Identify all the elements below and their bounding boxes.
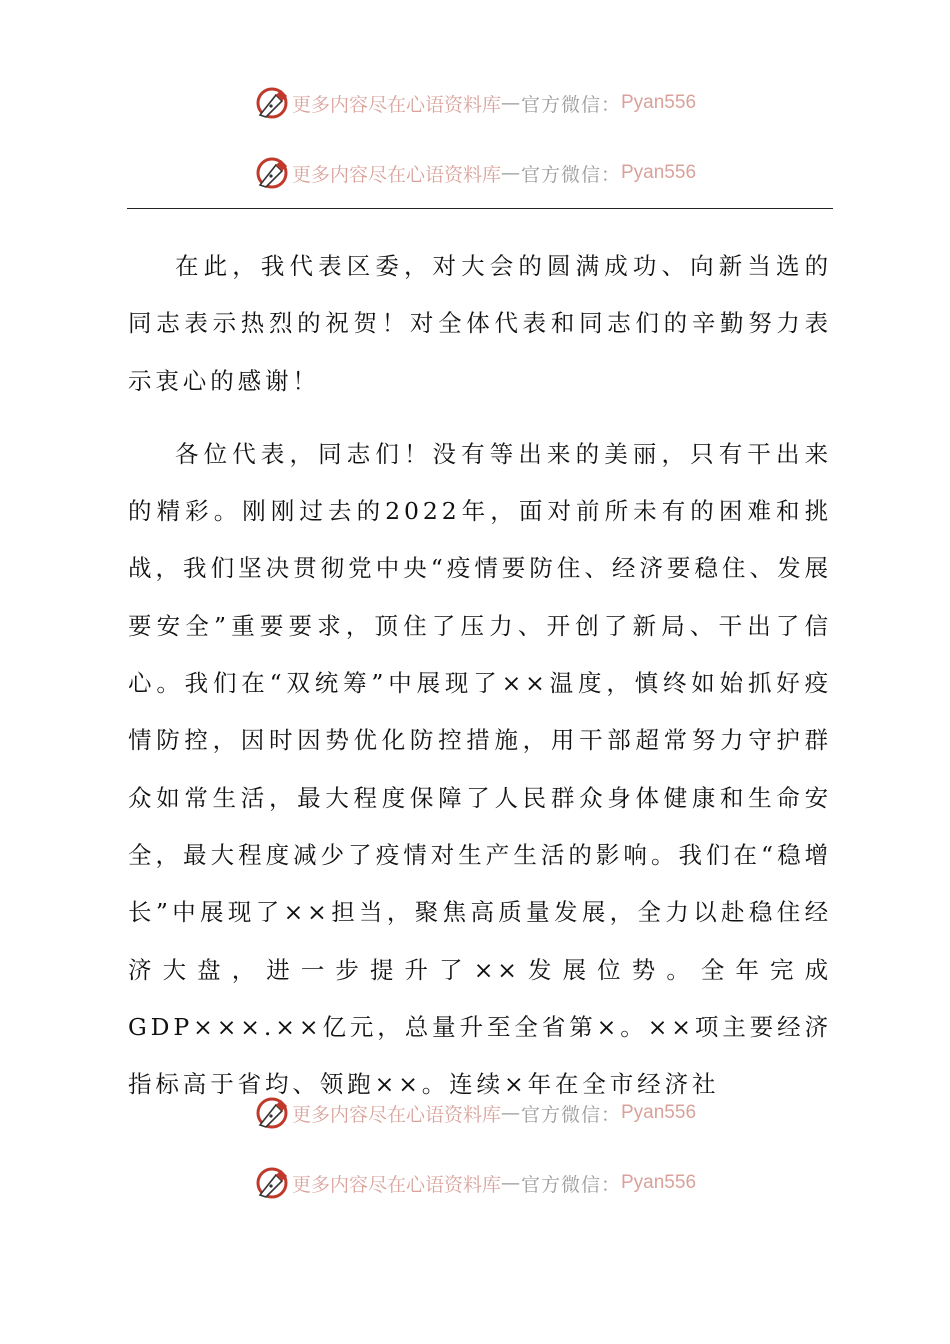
banner-dash: — <box>500 1102 521 1124</box>
watermark-banner-top-1 <box>0 81 950 125</box>
banner-main-text: 更多内容尽在心语资料库 <box>291 93 501 116</box>
pen-nib-logo-icon <box>254 85 290 121</box>
banner-wechat-id: Pyan556 <box>621 162 697 183</box>
pen-nib-logo-icon <box>254 1095 290 1131</box>
watermark-banner-bottom-2 <box>0 1161 950 1205</box>
pen-nib-logo-icon <box>254 155 290 191</box>
banner-dash: — <box>500 1172 521 1194</box>
banner-main-text: 更多内容尽在心语资料库 <box>291 1173 501 1196</box>
banner-wechat-id: Pyan556 <box>621 1102 697 1123</box>
banner-sub-text: 官方微信： <box>520 163 621 186</box>
banner-wechat-id: Pyan556 <box>621 92 697 113</box>
banner-sub-text: 官方微信： <box>520 1103 621 1126</box>
banner-sub-text: 官方微信： <box>520 1173 621 1196</box>
banner-main-text: 更多内容尽在心语资料库 <box>291 1103 501 1126</box>
banner-wechat-id: Pyan556 <box>621 1172 697 1193</box>
document-body <box>128 238 832 1129</box>
header-divider <box>127 208 833 209</box>
watermark-banner-top-2 <box>0 151 950 195</box>
body-paragraph: 在此，我代表区委，对大会的圆满成功、向新当选的同志表示热烈的祝贺！对全体代表和同志们的辛勤努力表示衷心的感谢！ <box>128 252 832 395</box>
banner-dash: — <box>500 92 521 114</box>
pen-nib-logo-icon <box>254 1165 290 1201</box>
banner-main-text: 更多内容尽在心语资料库 <box>291 163 501 186</box>
banner-sub-text: 官方微信： <box>520 93 621 116</box>
body-paragraph: 各位代表，同志们！没有等出来的美丽，只有干出来的精彩。刚刚过去的2022年，面对前所未有的困难和挑战，我们坚决贯彻党中央“疫情要防住、经济要稳住、发展要安全”重要要求，顶住了压力、开创了新局、干出了信心。我们在“双统筹”中展现了××温度，慎终如始抓好疫情防控，因时因势优化防控措施，用干部超常努力守护群众如常生活，最大程度保障了人民群众身体健康和生命安全，最大程度减少了疫情对生产生活的影响。我们在“稳增长”中展现了××担当，聚焦高质量发展，全力以赴稳住经济大盘，进一步提升了××发展位势。全年完成GDP×××.××亿元，总量升至全省第×。××项主要经济指标高于省均、领跑××。连续×年在全市经济社 <box>128 439 832 1099</box>
banner-dash: — <box>500 162 521 184</box>
watermark-banner-bottom-1 <box>0 1091 950 1135</box>
